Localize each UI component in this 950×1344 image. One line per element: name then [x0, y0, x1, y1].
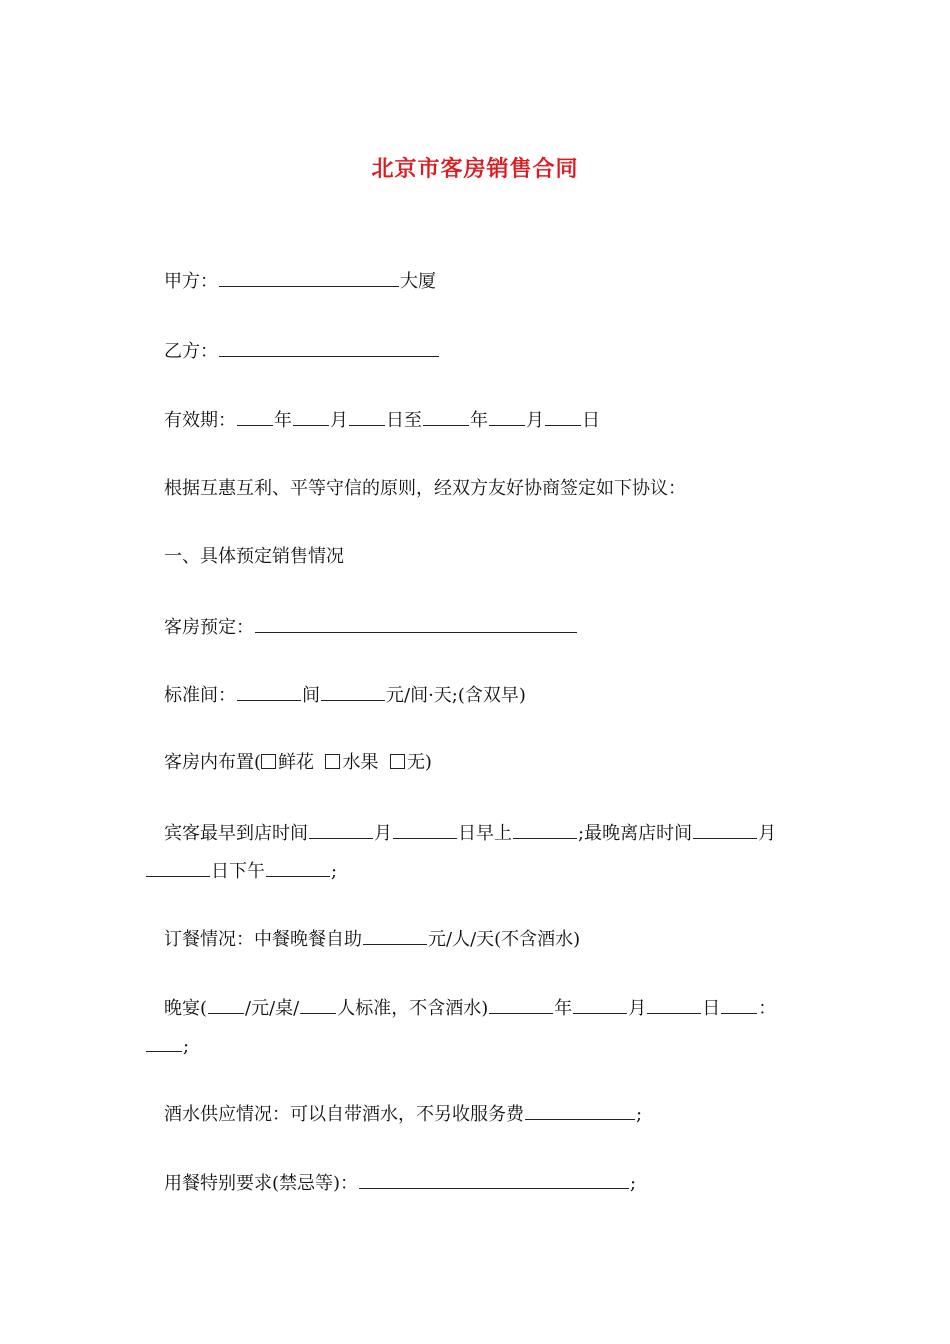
meals-line — [164, 926, 580, 952]
fruit-label: 水果 — [342, 752, 379, 773]
banquet-month-label: 月 — [628, 998, 647, 1019]
diet-blank[interactable] — [359, 1170, 629, 1189]
document-title: 北京市客房销售合同 — [371, 156, 579, 182]
banquet-year-blank[interactable] — [489, 995, 553, 1014]
arrival-month-blank[interactable] — [309, 820, 373, 839]
banquet-colon: ： — [758, 998, 777, 1019]
party-a-suffix: 大厦 — [400, 271, 436, 292]
arrival-day-blank[interactable] — [393, 820, 457, 839]
none-label: 无) — [406, 752, 432, 773]
diet-label: 用餐特别要求(禁忌等)： — [164, 1173, 359, 1194]
meals-unit: 元/人/天(不含酒水) — [428, 929, 581, 950]
validity-month2-blank[interactable] — [489, 407, 525, 426]
validity-label: 有效期： — [164, 410, 236, 431]
fruit-checkbox[interactable] — [325, 754, 340, 769]
room-decor-label: 客房内布置( — [164, 752, 262, 773]
banquet-year-label: 年 — [554, 998, 573, 1019]
flowers-label: 鲜花 — [278, 752, 315, 773]
banquet-line-continued — [145, 1033, 189, 1059]
diet-end: ; — [630, 1173, 637, 1194]
standard-room-price-unit: 元/间·天;(含双早) — [386, 685, 526, 706]
banquet-people-unit: 人标准，不含酒水) — [337, 998, 489, 1019]
party-b-line — [164, 338, 440, 364]
banquet-label: 晚宴( — [164, 998, 208, 1019]
departure-month-label: 月 — [758, 823, 777, 844]
validity-day1-blank[interactable] — [349, 407, 385, 426]
section-heading-1: 一、具体预定销售情况 — [164, 546, 344, 567]
banquet-minute-blank[interactable] — [146, 1033, 182, 1052]
arrival-day-morning-label: 日早上 — [458, 823, 512, 844]
banquet-price-unit: /元/桌/ — [245, 998, 300, 1019]
room-booking-label: 客房预定： — [164, 617, 254, 638]
party-a-label: 甲方： — [164, 271, 218, 292]
standard-room-count-blank[interactable] — [237, 682, 301, 701]
drinks-end: ; — [636, 1104, 643, 1125]
standard-room-unit: 间 — [302, 685, 320, 706]
banquet-month-blank[interactable] — [573, 995, 627, 1014]
flowers-checkbox[interactable] — [261, 754, 276, 769]
drinks-line — [164, 1101, 642, 1127]
room-booking-line — [164, 614, 578, 640]
party-b-blank[interactable] — [219, 338, 439, 357]
meals-label: 订餐情况：中餐晚餐自助 — [164, 929, 362, 950]
standard-room-label: 标准间： — [164, 685, 236, 706]
validity-month2-label: 月 — [526, 410, 544, 431]
arrival-end: ; — [331, 861, 338, 882]
validity-year1-blank[interactable] — [237, 407, 273, 426]
banquet-day-label: 日 — [702, 998, 721, 1019]
validity-day2-label: 日 — [582, 410, 600, 431]
banquet-day-blank[interactable] — [647, 995, 701, 1014]
banquet-price-blank[interactable] — [208, 995, 244, 1014]
validity-year2-label: 年 — [470, 410, 488, 431]
party-b-label: 乙方： — [164, 341, 218, 362]
validity-year2-blank[interactable] — [423, 407, 469, 426]
party-a-blank[interactable] — [219, 268, 399, 287]
arrival-label: 宾客最早到店时间 — [164, 823, 308, 844]
departure-day-afternoon-label: 日下午 — [211, 861, 265, 882]
arrival-line-continued — [145, 858, 337, 884]
drinks-label: 酒水供应情况：可以自带酒水，不另收服务费 — [164, 1104, 524, 1125]
validity-month1-label: 月 — [330, 410, 348, 431]
room-decor-line — [164, 751, 432, 775]
departure-time-blank[interactable] — [266, 858, 330, 877]
banquet-line — [164, 995, 776, 1021]
meals-price-blank[interactable] — [363, 926, 427, 945]
banquet-end: ; — [183, 1036, 190, 1057]
arrival-month-label: 月 — [374, 823, 392, 844]
standard-room-price-blank[interactable] — [321, 682, 385, 701]
diet-line — [164, 1170, 636, 1196]
departure-month-blank[interactable] — [693, 820, 757, 839]
none-checkbox[interactable] — [390, 754, 405, 769]
validity-day-to-label: 日至 — [386, 410, 422, 431]
room-booking-blank[interactable] — [255, 614, 577, 633]
validity-line — [164, 407, 600, 433]
departure-day-blank[interactable] — [146, 858, 210, 877]
validity-day2-blank[interactable] — [545, 407, 581, 426]
drinks-fee-blank[interactable] — [525, 1101, 635, 1120]
banquet-hour-blank[interactable] — [721, 995, 757, 1014]
party-a-line — [164, 268, 436, 294]
standard-room-line — [164, 682, 526, 708]
validity-month1-blank[interactable] — [293, 407, 329, 426]
validity-year1-label: 年 — [274, 410, 292, 431]
banquet-people-blank[interactable] — [300, 995, 336, 1014]
arrival-time-blank[interactable] — [513, 820, 577, 839]
departure-label: ;最晚离店时间 — [578, 823, 693, 844]
arrival-line — [164, 820, 776, 846]
intro-paragraph: 根据互惠互利、平等守信的原则，经双方友好协商签定如下协议： — [164, 478, 686, 499]
